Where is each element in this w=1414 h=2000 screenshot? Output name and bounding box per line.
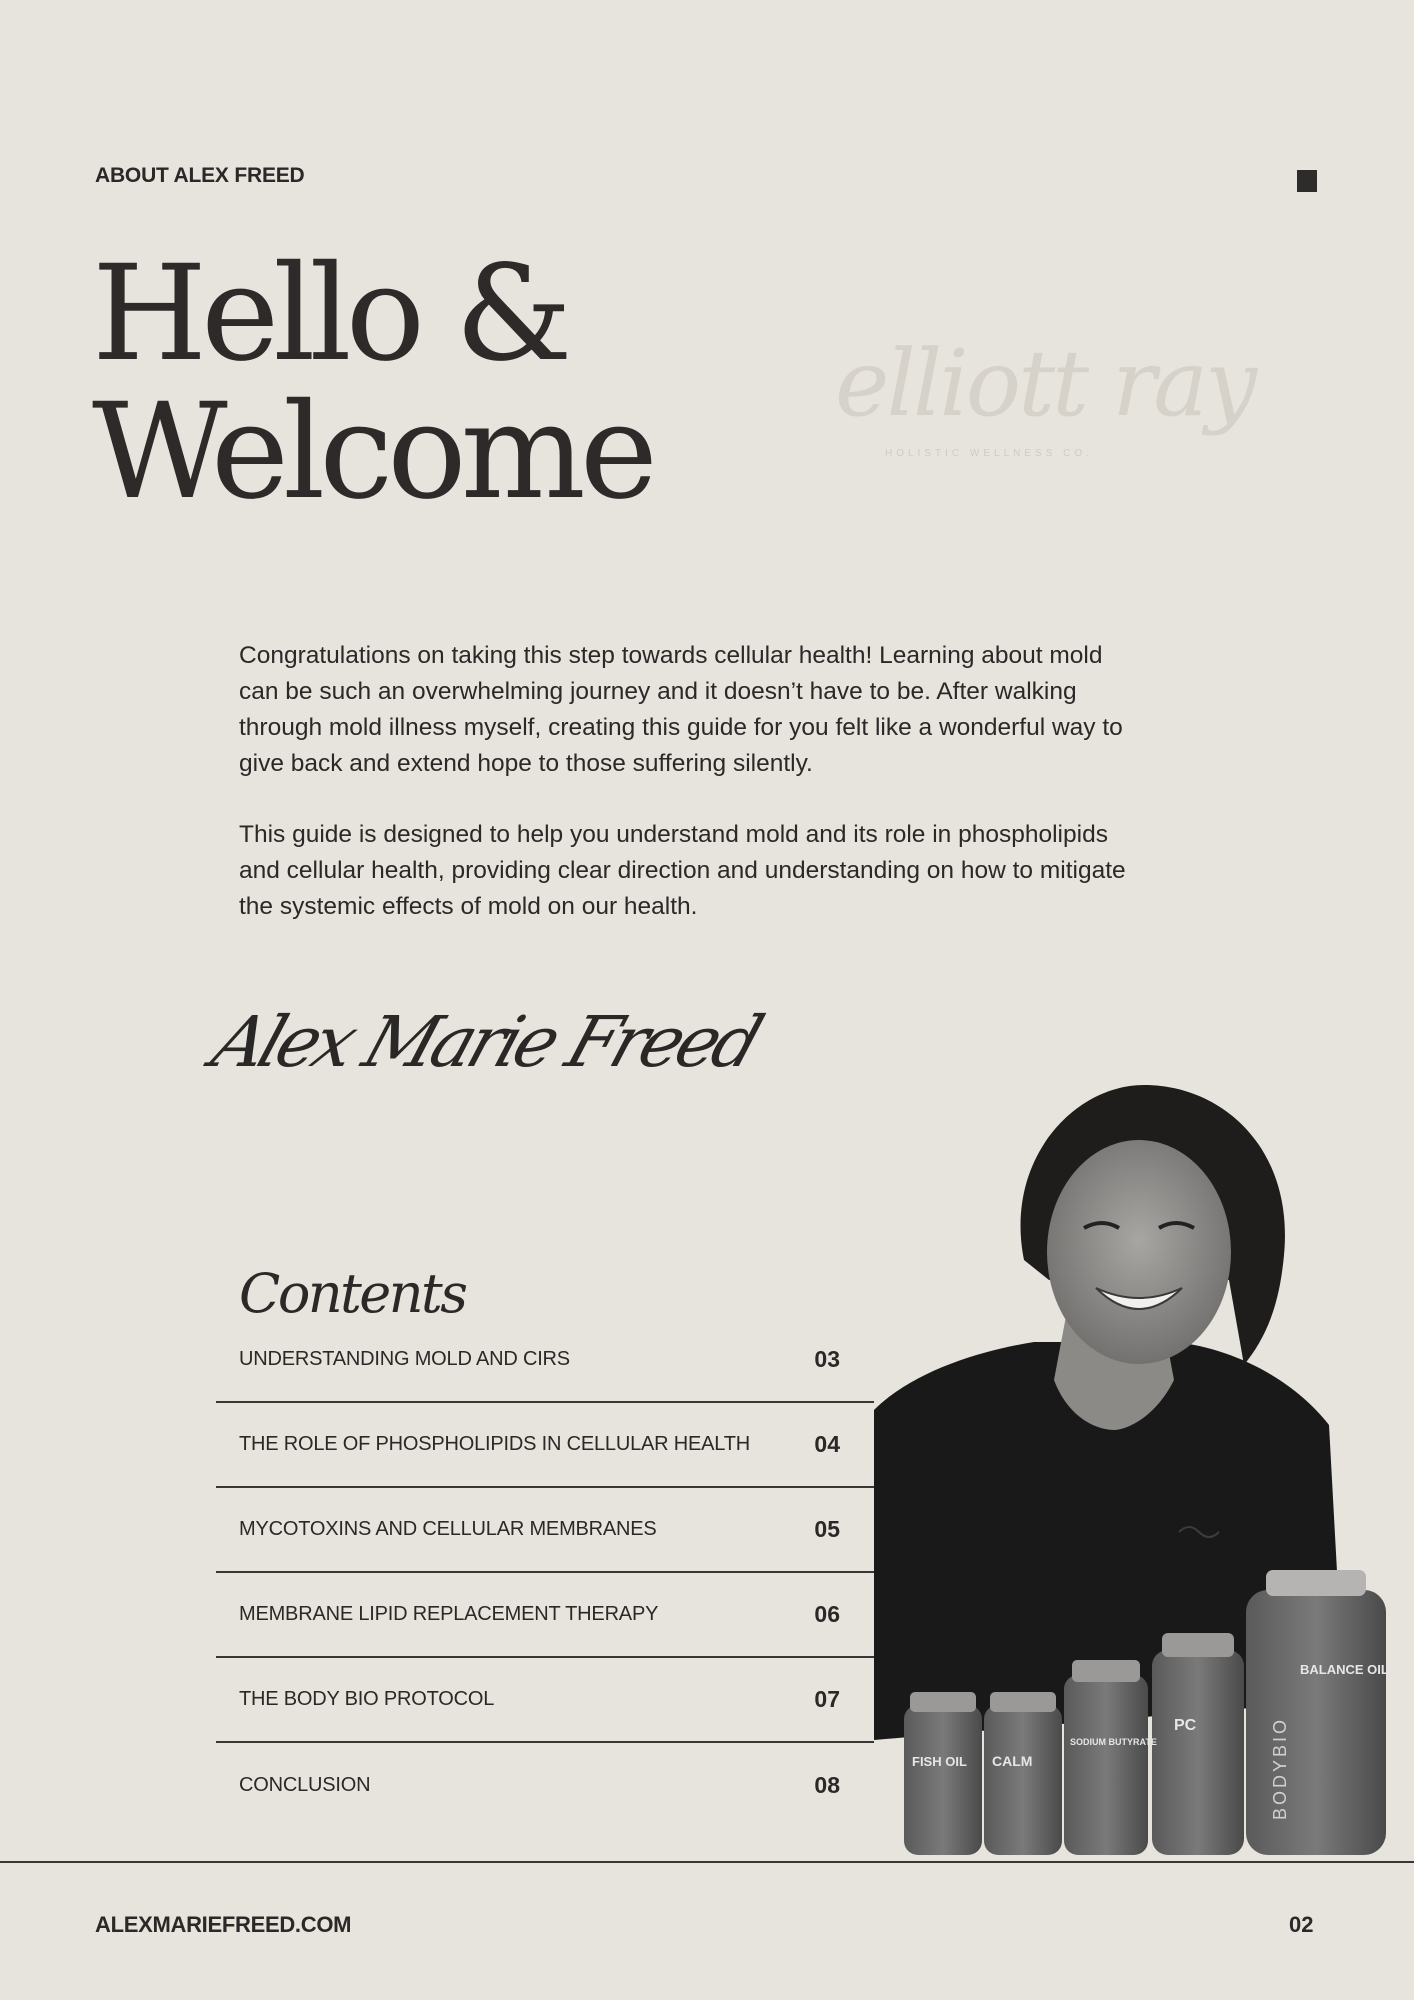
product-label-5: BALANCE OIL [1300,1662,1389,1677]
toc-label: MYCOTOXINS AND CELLULAR MEMBRANES [239,1518,657,1540]
toc-page-number: 08 [814,1772,840,1798]
toc-page-number: 03 [814,1346,840,1372]
intro-text [239,638,1139,960]
contents-title: Contents [239,1262,466,1325]
product-label-1: FISH OIL [912,1754,967,1769]
toc-item-body-bio-protocol[interactable] [216,1658,874,1743]
corner-square [1297,170,1317,192]
product-label-4: PC [1174,1717,1197,1734]
brand-tagline: HOLISTIC WELLNESS CO. [885,448,1093,459]
hero-title-line-2: Welcome [92,375,652,529]
toc-label: THE ROLE OF PHOSPHOLIPIDS IN CELLULAR HEALTH [239,1433,750,1455]
brand-script: elliott ray [835,330,1255,437]
footer-website-link[interactable]: ALEXMARIEFREED.COM [95,1912,352,1937]
toc-page-number: 07 [814,1686,840,1712]
intro-paragraph-2: This guide is designed to help you understand mold and its role in phospholipids and cellular health, providing clear direction and understanding on how to mitigate the systemic effects of mold on our health. [239,821,1126,920]
intro-paragraph-1: Congratulations on taking this step towards cellular health! Learning about mold can be such an overwhelming journey and it doesn’t have to be. After walking through mold illness myself, creating this guide for you felt like a wonderful way to give back and extend hope to those suffering silently. [239,642,1123,777]
toc-item-conclusion[interactable] [216,1743,874,1828]
section-label: ABOUT ALEX FREED [95,164,305,187]
toc-label: UNDERSTANDING MOLD AND CIRS [239,1348,570,1370]
product-brand-label: BODYBIO [1270,1716,1290,1820]
toc-item-mycotoxins[interactable] [216,1488,874,1573]
product-label-2: CALM [992,1753,1033,1769]
footer-divider [0,1861,1414,1863]
footer-page-number: 02 [1289,1912,1314,1937]
table-of-contents [216,1318,874,1828]
signature [202,985,769,1120]
toc-page-number: 06 [814,1601,840,1627]
hero-title [92,237,652,529]
toc-page-number: 04 [814,1431,840,1457]
signature-text: Alex Marie Freed [202,1001,769,1083]
toc-item-phospholipids[interactable] [216,1403,874,1488]
author-photo-with-products [874,1080,1394,1860]
toc-page-number: 05 [814,1516,840,1542]
toc-label: MEMBRANE LIPID REPLACEMENT THERAPY [239,1603,659,1625]
hero-title-line-1: Hello & [92,237,567,391]
product-label-3: SODIUM BUTYRATE [1070,1737,1157,1747]
toc-item-membrane-lipid[interactable] [216,1573,874,1658]
toc-item-understanding-mold[interactable] [216,1318,874,1403]
toc-label: THE BODY BIO PROTOCOL [239,1688,495,1710]
toc-label: CONCLUSION [239,1774,371,1796]
brand-watermark-logo [825,320,1255,470]
